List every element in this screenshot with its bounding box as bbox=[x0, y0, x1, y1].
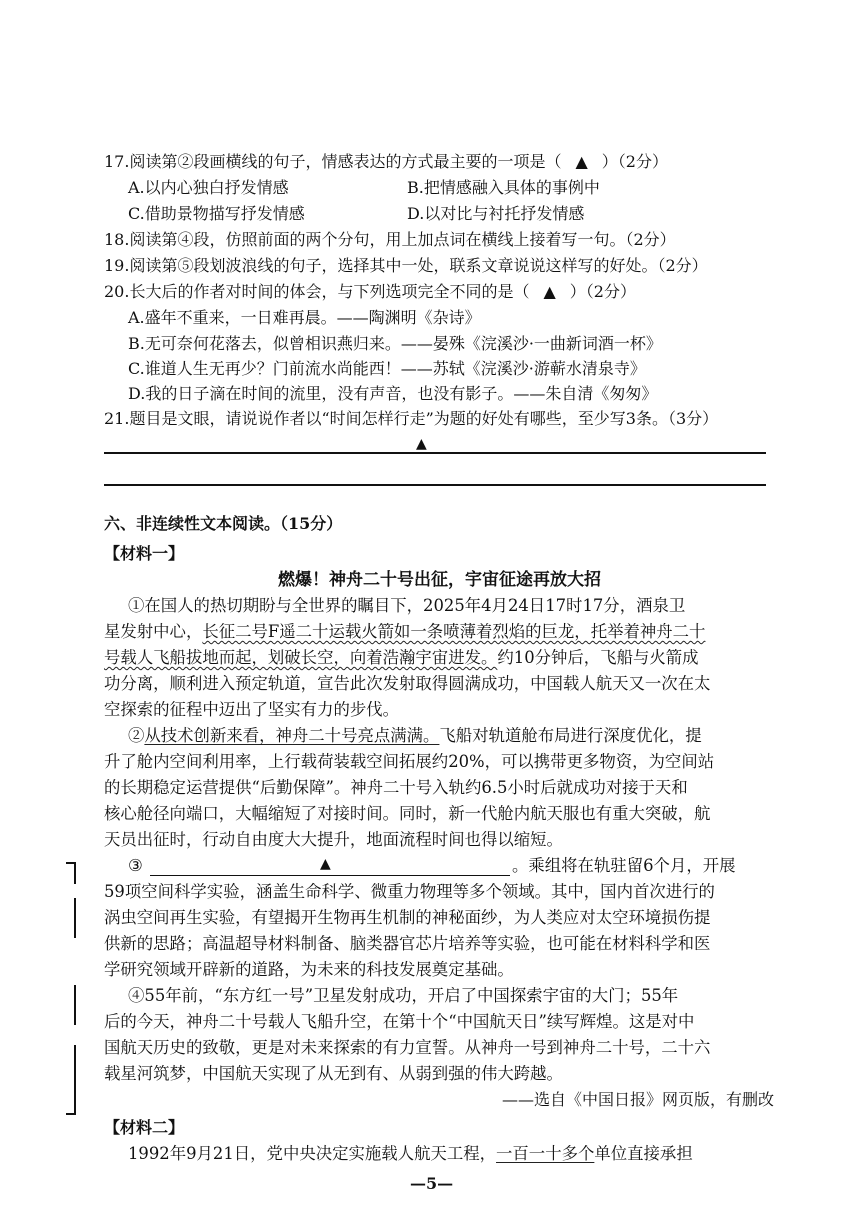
material-two-line: 1992年9月21日，党中央决定实施载人航天工程，一百一十多个单位直接承担 bbox=[128, 1144, 693, 1163]
wavy-underline-text: 号载人飞船拔地而起，划破长空，向着浩瀚宇宙进发。 bbox=[104, 648, 498, 667]
paragraph-1-line: 空探索的征程中迈出了坚实有力的步伐。 bbox=[104, 700, 400, 719]
answer-mark: ▲ bbox=[575, 152, 588, 171]
paragraph-1-line: 功分离，顺利进入预定轨道，宣告此次发射取得圆满成功，中国载人航天又一次在太 bbox=[104, 674, 711, 693]
margin-mark bbox=[74, 898, 76, 938]
paragraph-3-line: 供新的思路；高温超导材料制备、脑类器官芯片培养等实验，也可能在材料科学和医 bbox=[104, 934, 711, 953]
paragraph-4-line: 后的今天，神舟二十号载人飞船升空，在第十个“中国航天日”续写辉煌。这是对中 bbox=[104, 1012, 695, 1031]
answer-line bbox=[104, 484, 766, 486]
margin-mark bbox=[66, 862, 76, 864]
paragraph-2-line: 的长期稳定运营提供“后勤保障”。神舟二十号入轨约6.5小时后就成功对接于天和 bbox=[104, 778, 688, 797]
q17-option-d: D.以对比与衬托抒发情感 bbox=[407, 204, 585, 223]
paragraph-3-number: ③ bbox=[128, 856, 143, 875]
question-20-stem: 20.长大后的作者对时间的体会，与下列选项完全不同的是（ ▲ ）（2分） bbox=[104, 280, 636, 304]
q20-option-c: C.谁道人生无再少？门前流水尚能西！——苏轼《浣溪沙·游蕲水清泉寺》 bbox=[128, 359, 646, 378]
answer-line bbox=[104, 452, 766, 454]
article-title: 燃爆！神舟二十号出征，宇宙征途再放大招 bbox=[278, 570, 601, 590]
question-19: 19.阅读第⑤段划波浪线的句子，选择其中一处，联系文章说说这样写的好处。（2分） bbox=[104, 256, 708, 275]
q20-option-d: D.我的日子滴在时间的流里，没有声音，也没有影子。——朱自清《匆匆》 bbox=[128, 384, 658, 403]
paragraph-4-line: 国航天历史的致敬，更是对未来探索的有力宣誓。从神舟一号到神舟二十号，二十六 bbox=[104, 1038, 711, 1057]
margin-mark bbox=[74, 1045, 76, 1115]
question-18: 18.阅读第④段，仿照前面的两个分句，用上加点词在横线上接着写一句。（2分） bbox=[104, 230, 676, 249]
paragraph-2-line: ②从技术创新来看，神舟二十号亮点满满。飞船对轨道舱布局进行深度优化，提 bbox=[128, 726, 702, 745]
underlined-text: 从技术创新来看，神舟二十号亮点满满。 bbox=[144, 726, 440, 745]
paragraph-4-line: 载星河筑梦，中国航天实现了从无到有、从弱到强的伟大跨越。 bbox=[104, 1064, 563, 1083]
margin-mark bbox=[66, 1113, 76, 1115]
source-citation: ——选自《中国日报》网页版，有删改 bbox=[502, 1090, 775, 1109]
answer-mark: ▲ bbox=[416, 436, 427, 452]
question-21: 21.题目是文眼，请说说作者以“时间怎样行走”为题的好处有哪些，至少写3条。（3分） bbox=[104, 409, 719, 428]
paragraph-1-line: ①在国人的热切期盼与全世界的瞩目下，2025年4月24日17时17分，酒泉卫 bbox=[128, 596, 686, 615]
paragraph-3-line: 涡虫空间再生实验，有望揭开生物再生机制的神秘面纱，为人类应对太空环境损伤提 bbox=[104, 908, 711, 927]
underlined-text: 一百一十多个 bbox=[496, 1144, 595, 1163]
answer-mark: ▲ bbox=[543, 282, 556, 301]
paragraph-1-line: 号载人飞船拔地而起，划破长空，向着浩瀚宇宙进发。约10分钟后，飞船与火箭成 bbox=[104, 648, 699, 667]
section-heading: 六、非连续性文本阅读。（15分） bbox=[104, 514, 343, 533]
question-17-stem: 17.阅读第②段画横线的句子，情感表达的方式最主要的一项是（ ▲ ）（2分） bbox=[104, 150, 668, 174]
paragraph-3-line: 。乘组将在轨驻留6个月，开展 bbox=[512, 856, 736, 875]
margin-mark bbox=[74, 862, 76, 884]
q20-option-b: B.无可奈何花落去，似曾相识燕归来。——晏殊《浣溪沙·一曲新词酒一杯》 bbox=[128, 334, 662, 353]
paragraph-4-line: ④55年前，“东方红一号”卫星发射成功，开启了中国探索宇宙的大门；55年 bbox=[128, 986, 679, 1005]
material-two-label: 【材料二】 bbox=[104, 1118, 185, 1137]
q17-option-a: A.以内心独白抒发情感 bbox=[128, 178, 289, 197]
paragraph-1-line: 星发射中心，长征二号F遥二十运载火箭如一条喷薄着烈焰的巨龙，托举着神舟二十 bbox=[104, 622, 706, 641]
paragraph-3-line: 59项空间科学实验，涵盖生命科学、微重力物理等多个领域。其中，国内首次进行的 bbox=[104, 882, 715, 901]
q17-option-c: C.借助景物描写抒发情感 bbox=[128, 204, 305, 223]
q20-option-a: A.盛年不重来，一日难再晨。——陶渊明《杂诗》 bbox=[128, 308, 481, 327]
margin-mark bbox=[74, 985, 76, 1025]
q17-option-b: B.把情感融入具体的事例中 bbox=[407, 178, 600, 197]
paragraph-3-line: 学研究领域开辟新的道路，为未来的科技发展奠定基础。 bbox=[104, 960, 514, 979]
paragraph-2-line: 核心舱径向端口，大幅缩短了对接时间。同时，新一代舱内航天服也有重大突破，航 bbox=[104, 804, 711, 823]
wavy-underline-text: 长征二号F遥二十运载火箭如一条喷薄着烈焰的巨龙，托举着神舟二十 bbox=[202, 622, 706, 641]
paragraph-2-line: 升了舱内空间利用率，上行载荷装载空间拓展约20%，可以携带更多物资，为空间站 bbox=[104, 752, 715, 771]
page-number: —5— bbox=[410, 1174, 454, 1193]
material-one-label: 【材料一】 bbox=[104, 544, 185, 563]
paragraph-2-line: 天员出征时，行动自由度大大提升，地面流程时间也得以缩短。 bbox=[104, 830, 563, 849]
answer-mark: ▲ bbox=[320, 856, 331, 872]
